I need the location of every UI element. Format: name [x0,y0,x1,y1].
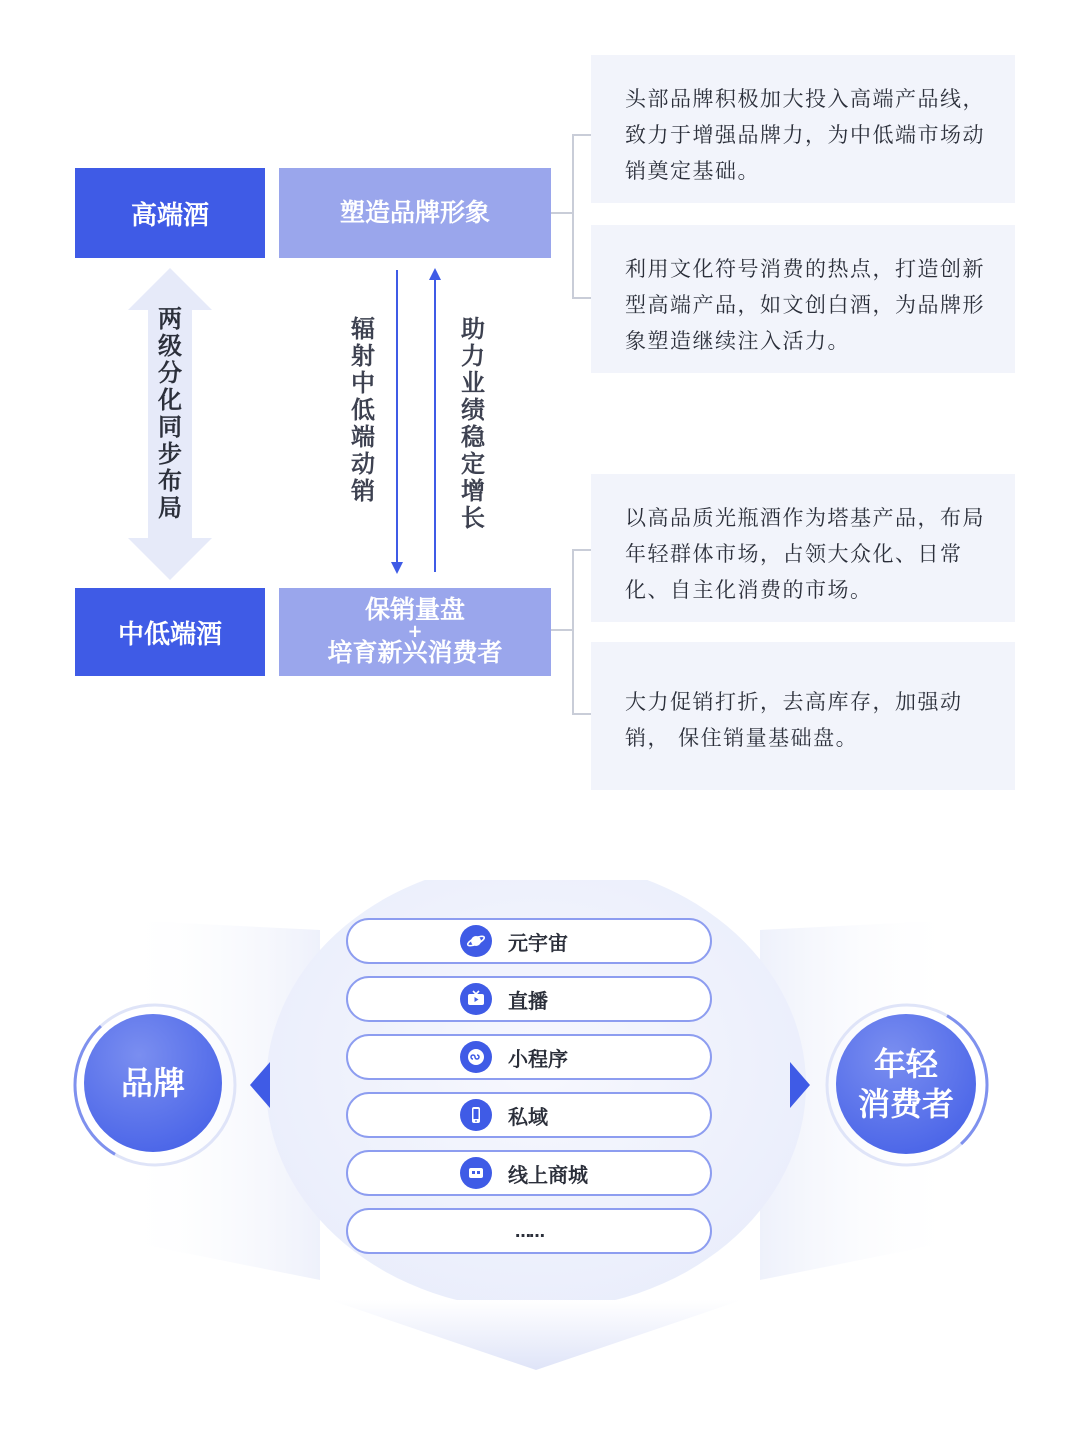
volume-strategy-plus: + [407,621,423,642]
planet-icon [460,925,492,957]
mini-program-icon [460,1041,492,1073]
note-promotion: 大力促销打折，去高库存，加强动销， 保住销量基础盘。 [591,642,1015,790]
consumer-circle [836,1014,976,1154]
channel-mini-program[interactable] [346,1034,712,1080]
volume-strategy-line2: 培育新兴消费者 [327,638,503,667]
channel-label: 元宇宙 [508,930,568,955]
down-arrow-icon [388,270,406,576]
tv-icon [460,983,492,1015]
brand-image-strategy-box [279,168,551,258]
up-arrow-icon [426,268,444,574]
brand-label: 品牌 [120,1064,185,1102]
channel-metaverse[interactable] [346,918,712,964]
low-mid-liquor-box [75,588,265,676]
channel-label: 直播 [508,988,548,1013]
note-light-bottle: 以高品质光瓶酒作为塔基产品，布局年轻群体市场，占领大众化、日常化、自主化消费的市场。 [591,474,1015,622]
consumer-label-line1: 年轻 [873,1045,938,1083]
brand-strategy-label: 塑造品牌形象 [339,197,490,227]
down-arrow-label: 辐射中低端动销 [351,315,375,505]
channel-more[interactable] [346,1208,712,1254]
right-triangle-icon [788,1062,810,1108]
note-premium-investment: 头部品牌积极加大投入高端产品线，致力于增强品牌力，为中低端市场动销奠定基础。 [591,55,1015,203]
brand-circle [84,1014,222,1152]
channel-list [346,918,712,1254]
top-bracket [551,130,593,310]
note-cultural-products: 利用文化符号消费的热点，打造创新型高端产品，如文创白酒，为品牌形象塑造继续注入活力。 [591,225,1015,373]
channel-label: 私域 [508,1104,548,1129]
consumer-label-line2: 消费者 [857,1085,954,1123]
volume-strategy-box [279,588,551,676]
two-level-label: 两级分化 同步布局 [158,305,182,522]
channel-livestream[interactable] [346,976,712,1022]
bottom-bracket [551,540,593,722]
left-triangle-icon [250,1062,272,1108]
volume-strategy-line1: 保销量盘 [364,595,465,625]
up-arrow-label: 助力业绩稳定增长 [461,315,485,532]
high-end-liquor-box [75,168,265,258]
channel-private-domain[interactable] [346,1092,712,1138]
channel-label: 小程序 [508,1046,568,1071]
low-mid-label: 中低端酒 [117,619,222,650]
phone-icon [460,1099,492,1131]
channel-label: 线上商城 [508,1162,588,1187]
more-label: …… [515,1221,543,1241]
channel-online-store[interactable] [346,1150,712,1196]
store-icon [460,1157,492,1189]
high-end-label: 高端酒 [130,200,209,231]
